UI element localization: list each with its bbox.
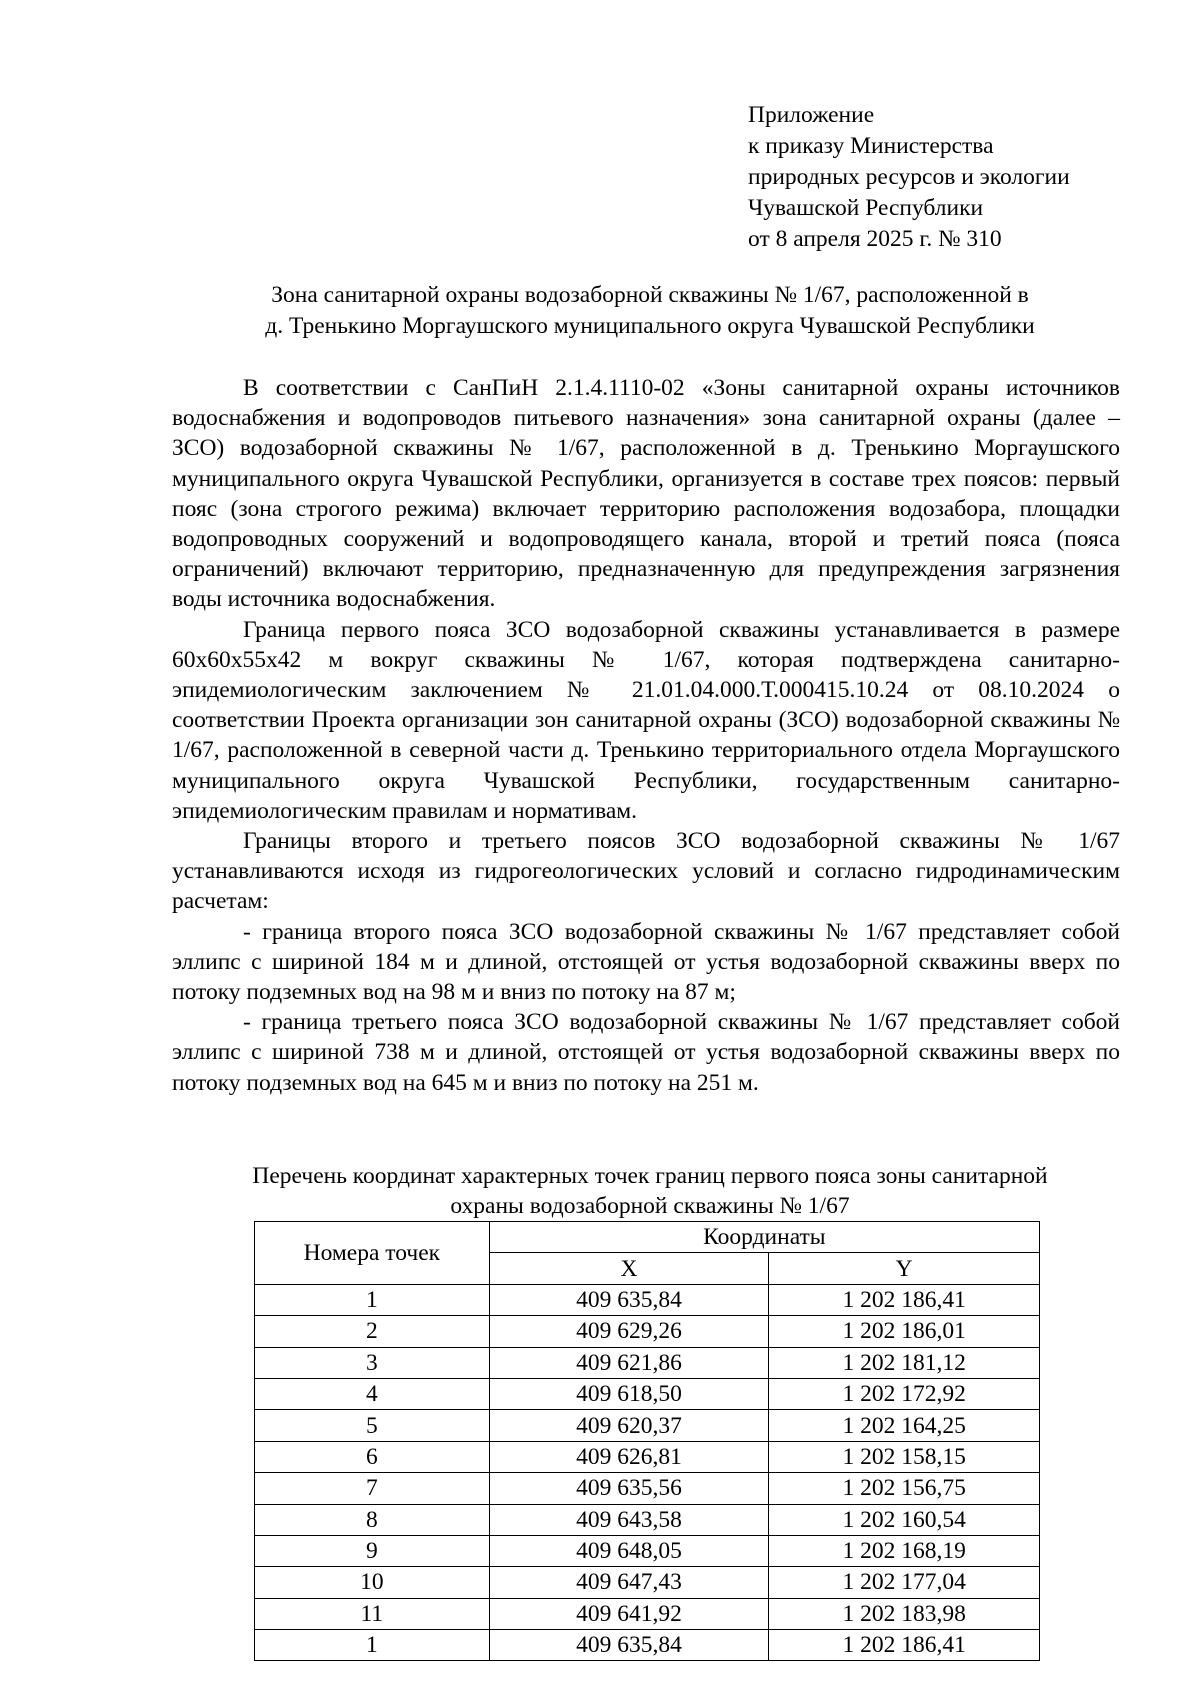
- point-number: 4: [255, 1378, 490, 1409]
- coord-y: 1 202 156,75: [769, 1473, 1040, 1504]
- table-row: [255, 1378, 1040, 1409]
- appendix-line: к приказу Министерства: [748, 133, 994, 159]
- coord-x: 409 635,84: [489, 1284, 769, 1315]
- table-row: [255, 1284, 1040, 1315]
- coord-y: 1 202 160,54: [769, 1504, 1040, 1535]
- point-number: 6: [255, 1441, 490, 1472]
- coord-y: 1 202 186,41: [769, 1284, 1040, 1315]
- coord-y: 1 202 168,19: [769, 1535, 1040, 1566]
- point-number: 2: [255, 1316, 490, 1347]
- appendix-line: Приложение: [748, 102, 875, 128]
- document-title: [172, 280, 1128, 342]
- paragraph: Границы второго и третьего поясов ЗСО водозаборной скважины № 1/67 устанавливаются исходя из гидрогеологических условий и согласно гидродинамическим расчетам:: [172, 828, 1120, 915]
- header-y: Y: [769, 1253, 1040, 1284]
- point-number: 1: [255, 1630, 490, 1661]
- point-number: 5: [255, 1410, 490, 1441]
- coord-x: 409 618,50: [489, 1378, 769, 1409]
- paragraph: - граница второго пояса ЗСО водозаборной скважины № 1/67 представляет собой эллипс с шириной 184 м и длиной, отстоящей от устья водозаборной скважины вверх по потоку подземных вод на 98 м и вниз по потоку на 87 м;: [172, 918, 1120, 1006]
- header-coordinates: Координаты: [489, 1222, 1039, 1253]
- coord-x: 409 635,84: [489, 1630, 769, 1661]
- table-header-row: [255, 1222, 1040, 1253]
- coord-x: 409 648,05: [489, 1535, 769, 1566]
- point-number: 3: [255, 1347, 490, 1378]
- title-line: д. Тренькино Моргаушского муниципального округа Чувашской Республики: [265, 313, 1035, 339]
- paragraph: В соответствии с СанПиН 2.1.4.1110-02 «Зоны санитарной охраны источников водоснабжения и водопроводов питьевого назначения» зона санитарной охраны (далее – ЗСО) водозаборной скважины № 1/67, расположенной в д. Тренькино Моргаушского муниципального округа Чувашской Республики, организуется в составе трех поясов: первый пояс (зона строгого режима) включает территорию расположения водозабора, площадки водопроводных сооружений и водопроводящего канала, второй и третий пояса (пояса ограничений) включают территорию, предназначенную для предупреждения загрязнения воды источника водоснабжения.: [172, 375, 1120, 613]
- table-row: [255, 1410, 1040, 1441]
- appendix-line: от 8 апреля 2025 г. № 310: [748, 226, 1002, 252]
- table-row: [255, 1316, 1040, 1347]
- paragraph: - граница третьего пояса ЗСО водозаборной скважины № 1/67 представляет собой эллипс с шириной 738 м и длиной, отстоящей от устья водозаборной скважины вверх по потоку подземных вод на 645 м и вниз по потоку на 251 м.: [172, 1009, 1120, 1096]
- coord-x: 409 629,26: [489, 1316, 769, 1347]
- point-number: 8: [255, 1504, 490, 1535]
- caption-line: охраны водозаборной скважины № 1/67: [450, 1193, 850, 1219]
- paragraph: Граница первого пояса ЗСО водозаборной скважины устанавливается в размере 60х60х55х42 м вокруг скважины № 1/67, которая подтверждена санитарно-эпидемиологическим заключением № 21.01.04.000.Т.000415.10.24 от 08.10.2024 о соответствии Проекта организации зон санитарной охраны (ЗСО) водозаборной скважины № 1/67, расположенной в северной части д. Тренькино территориального отдела Моргаушского муниципального округа Чувашской Республики, государственным санитарно-эпидемиологическим правилам и нормативам.: [172, 616, 1120, 824]
- table-row: [255, 1441, 1040, 1472]
- coord-x: 409 620,37: [489, 1410, 769, 1441]
- coord-x: 409 643,58: [489, 1504, 769, 1535]
- table-row: [255, 1598, 1040, 1629]
- table-row: [255, 1535, 1040, 1566]
- point-number: 7: [255, 1473, 490, 1504]
- coord-y: 1 202 172,92: [769, 1378, 1040, 1409]
- coord-x: 409 635,56: [489, 1473, 769, 1504]
- coord-x: 409 621,86: [489, 1347, 769, 1378]
- point-number: 9: [255, 1535, 490, 1566]
- coord-x: 409 626,81: [489, 1441, 769, 1472]
- appendix-line: Чувашской Республики: [748, 195, 984, 221]
- header-point-numbers: Номера точек: [255, 1222, 490, 1285]
- caption-line: Перечень координат характерных точек границ первого пояса зоны санитарной: [252, 1163, 1048, 1189]
- header-x: X: [489, 1253, 769, 1284]
- point-number: 1: [255, 1284, 490, 1315]
- point-number: 10: [255, 1567, 490, 1598]
- coordinates-table: [254, 1221, 1040, 1661]
- coord-y: 1 202 183,98: [769, 1598, 1040, 1629]
- table-row: [255, 1473, 1040, 1504]
- table-row: [255, 1347, 1040, 1378]
- coord-x: 409 647,43: [489, 1567, 769, 1598]
- table-caption: [172, 1161, 1128, 1221]
- coord-x: 409 641,92: [489, 1598, 769, 1629]
- coord-y: 1 202 186,01: [769, 1316, 1040, 1347]
- table-row: [255, 1630, 1040, 1661]
- table-row: [255, 1504, 1040, 1535]
- point-number: 11: [255, 1598, 490, 1629]
- coord-y: 1 202 158,15: [769, 1441, 1040, 1472]
- title-line: Зона санитарной охраны водозаборной скважины № 1/67, расположенной в: [271, 282, 1029, 308]
- appendix-block: [748, 100, 1070, 255]
- coord-y: 1 202 186,41: [769, 1630, 1040, 1661]
- coord-y: 1 202 181,12: [769, 1347, 1040, 1378]
- appendix-line: природных ресурсов и экологии: [748, 164, 1070, 190]
- table-row: [255, 1567, 1040, 1598]
- coord-y: 1 202 164,25: [769, 1410, 1040, 1441]
- coord-y: 1 202 177,04: [769, 1567, 1040, 1598]
- body-text: [172, 373, 1120, 1098]
